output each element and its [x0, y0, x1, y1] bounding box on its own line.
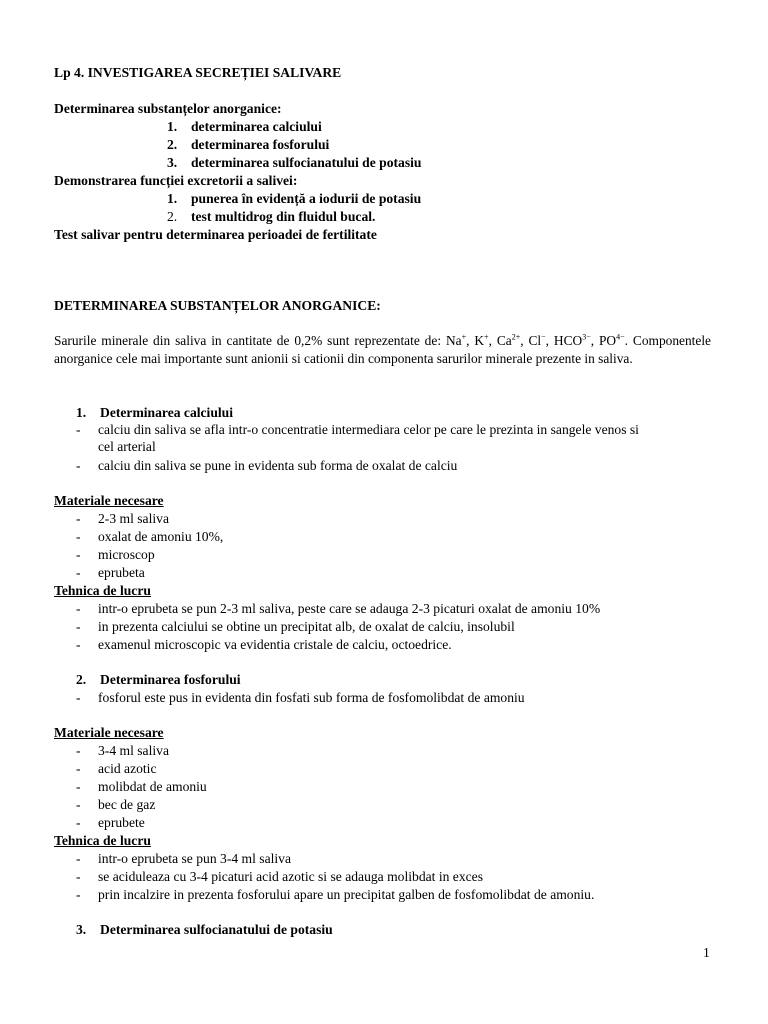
ion: $Ca^{2+}$,	[496, 332, 529, 348]
ion-symbol: PO	[598, 333, 617, 348]
material-item: - oxalat de amoniu 10%,	[76, 529, 224, 544]
ion-symbol: K	[474, 333, 485, 348]
toc-item: 1. determinarea calciului	[167, 119, 322, 134]
ion-charge: +	[484, 332, 489, 342]
ion-symbol: Cl	[528, 333, 542, 348]
technique-item: - in prezenta calciului se obtine un precipitat alb, de oxalat de calciu, insolubil	[76, 619, 515, 634]
ion-charge: 4−	[616, 332, 625, 342]
technique-label: Tehnica de lucru	[54, 583, 151, 598]
ion: $PO^{4-}$.	[598, 332, 628, 348]
ion-charge: 2+	[511, 332, 521, 342]
toc-item: 3. determinarea sulfocianatului de potasiu	[167, 155, 422, 170]
bullet-item: - fosforul este pus in evidenta din fosfati sub forma de fosfomolibdat de amoniu	[76, 690, 525, 705]
ion-charge: −	[541, 332, 546, 342]
subsection-title: 1. Determinarea calciului	[76, 405, 234, 420]
bullet-continuation: cel arterial	[98, 439, 156, 454]
ion-list	[446, 333, 628, 348]
toc-heading-1: Determinarea substanțelor anorganice:	[54, 101, 282, 116]
ion-symbol: Na	[445, 333, 462, 348]
page-title: Lp 4. INVESTIGAREA SECREȚIEI SALIVARE	[54, 65, 342, 80]
material-item: - 2-3 ml saliva	[76, 511, 169, 526]
toc-item: 2. test multidrog din fluidul bucal.	[167, 209, 376, 224]
material-item: - microscop	[76, 547, 155, 562]
material-item: - bec de gaz	[76, 797, 156, 812]
ion-charge: 3−	[582, 332, 591, 342]
subsection-title: 3. Determinarea sulfocianatului de potasiu	[76, 922, 333, 937]
material-item: - acid azotic	[76, 761, 157, 776]
technique-item: - intr-o eprubeta se pun 2-3 ml saliva, peste care se adauga 2-3 picaturi oxalat de amoniu 10%	[76, 601, 601, 616]
ion: K+,	[474, 332, 497, 348]
technique-label: Tehnica de lucru	[54, 833, 151, 848]
technique-item: - intr-o eprubeta se pun 3-4 ml saliva	[76, 851, 292, 866]
material-item: - eprubete	[76, 815, 145, 830]
bullet-item: - calciu din saliva se pune in evidenta sub forma de oxalat de calciu	[76, 458, 458, 473]
ion: $HCO^{3-}$,	[553, 332, 599, 348]
technique-item: - se aciduleaza cu 3-4 picaturi acid azotic si se adauga molibdat in exces	[76, 869, 483, 884]
toc-item: 2. determinarea fosforului	[167, 137, 330, 152]
toc-item: 1. punerea în evidență a iodurii de potasiu	[167, 191, 422, 206]
ion-symbol: Ca	[496, 333, 512, 348]
material-item: - molibdat de amoniu	[76, 779, 207, 794]
material-item: - 3-4 ml saliva	[76, 743, 169, 758]
technique-item: - prin incalzire in prezenta fosforului apare un precipitat galben de fosfomolibdat de amoniu.	[76, 887, 595, 902]
section-title: DETERMINAREA SUBSTANȚELOR ANORGANICE:	[54, 298, 381, 313]
toc-heading-2: Demonstrarea funcției excretorii a salivei:	[54, 173, 298, 188]
ion: Na+,	[445, 332, 475, 348]
ion: Cl−,	[528, 332, 554, 348]
technique-item: - examenul microscopic va evidentia cristale de calciu, octoedrice.	[76, 637, 452, 652]
toc-heading-3: Test salivar pentru determinarea perioadei de fertilitate	[54, 227, 377, 242]
subsection-title: 2. Determinarea fosforului	[76, 672, 241, 687]
materials-label: Materiale necesare	[54, 725, 164, 740]
ion-symbol: HCO	[553, 333, 583, 348]
intro-paragraph: Sarurile minerale din saliva in cantitate de 0,2% sunt reprezentate de: Na+, K+, $Ca^{2+}$, Cl−, $HCO^{3-}$, $PO^{4-}$. Componentele anorganice cele mai importante sunt anionii si cationii din componenta sarurilor minerale prezente in saliva.	[54, 332, 712, 366]
bullet-item: - calciu din saliva se afla intr-o concentratie intermediara celor pe care le prezinta in sangele venos si	[76, 422, 639, 437]
page-number: 1	[703, 945, 710, 960]
material-item: - eprubeta	[76, 565, 145, 580]
ion-charge: +	[461, 332, 467, 342]
materials-label: Materiale necesare	[54, 493, 164, 508]
